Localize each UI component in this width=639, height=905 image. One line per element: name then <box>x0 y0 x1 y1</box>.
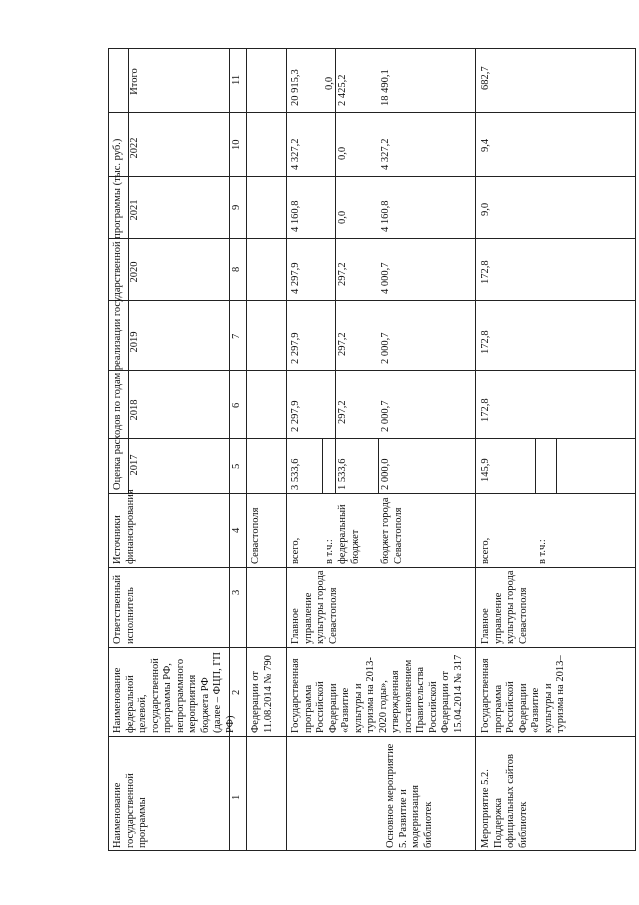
rule <box>108 736 636 737</box>
r2-city-2021: 4 160,8 <box>380 200 391 232</box>
col-num-11: 11 <box>231 74 242 85</box>
r2-total-sum: 20 915,3 <box>290 69 301 106</box>
header-responsible: Ответственный исполнитель <box>112 574 136 644</box>
row1-fed-program: Федерации от 11.08.2014 № 790 <box>250 655 274 733</box>
col-num-2: 2 <box>231 689 242 695</box>
row2-source-incl: в т.ч.: <box>324 539 335 564</box>
row2-responsible: Главное управление культуры города Севастополя <box>290 570 339 644</box>
r2-fed-2019: 297,2 <box>337 332 348 356</box>
r3-total-2018: 172,8 <box>480 398 491 422</box>
r2-fed-2020: 297,2 <box>337 262 348 286</box>
rule <box>378 438 379 494</box>
r3-total-2022: 9,4 <box>480 138 491 152</box>
r3-total-2017: 145,9 <box>480 458 491 482</box>
rule <box>108 238 636 239</box>
header-year-2017: 2017 <box>129 454 140 476</box>
rule <box>108 112 636 113</box>
r3-total-2019: 172,8 <box>480 330 491 354</box>
r2-total-2022: 4 327,2 <box>290 138 301 170</box>
col-num-1: 1 <box>231 794 242 800</box>
rule <box>475 48 476 850</box>
rule <box>335 48 336 494</box>
rule <box>286 48 287 850</box>
header-year-2022: 2022 <box>129 137 140 159</box>
col-num-4: 4 <box>231 527 242 533</box>
rule <box>322 438 323 494</box>
r2-total-2020: 4 297,9 <box>290 262 301 294</box>
row2-source-city: бюджет города Севастополя <box>380 497 404 564</box>
row1-source: Севастополя <box>250 507 261 564</box>
row3-responsible: Главное управление культуры города Севастополя <box>480 570 529 644</box>
rule <box>108 370 636 371</box>
rule <box>535 438 536 494</box>
r2-total-2021: 4 160,8 <box>290 200 301 232</box>
header-year-2019: 2019 <box>129 331 140 353</box>
r2-city-2019: 2 000,7 <box>380 332 391 364</box>
rule <box>108 48 636 49</box>
r2-fed-2018: 297,2 <box>337 400 348 424</box>
r2-fed-sum: 2 425,2 <box>337 74 348 106</box>
row2-fed-program: Государственная программа Российской Федерации «Развитие культуры и туризма на 2013-2020 годы», утвержденная постановлением Правительства Российской Федерации от 15.04.2014 № 317 <box>290 654 464 733</box>
header-total: Итого <box>129 68 140 95</box>
col-num-5: 5 <box>231 463 242 469</box>
row2-source-fed: федеральный бюджет <box>337 504 361 564</box>
r3-total-sum: 682,7 <box>480 66 491 90</box>
r2-city-sum: 18 490,1 <box>380 69 391 106</box>
row2-program: Основное мероприятие 5. Развитие и модернизация библиотек <box>385 743 434 848</box>
header-program-name: Наименование государственной программы <box>112 773 148 848</box>
rule <box>246 48 247 850</box>
header-year-2018: 2018 <box>129 399 140 421</box>
r2-incl-sum: 0,0 <box>324 76 335 90</box>
row3-source-incl: в т.ч.: <box>537 539 548 564</box>
rule <box>556 438 557 494</box>
header-year-2020: 2020 <box>129 261 140 283</box>
row3-program: Мероприятие 5.2. Поддержка официальных сайтов библиотек <box>480 754 529 848</box>
r2-city-2017: 2 000,0 <box>380 458 391 490</box>
header-year-2021: 2021 <box>129 199 140 221</box>
header-estimate: Оценка расходов по годам реализации государственной программы (тыс. руб.) <box>112 138 123 490</box>
r2-fed-2022: 0,0 <box>337 146 348 160</box>
rule <box>635 48 636 850</box>
col-num-3: 3 <box>231 589 242 595</box>
r2-city-2018: 2 000,7 <box>380 400 391 432</box>
col-num-9: 9 <box>231 204 242 210</box>
r3-total-2020: 172,8 <box>480 260 491 284</box>
col-num-8: 8 <box>231 266 242 272</box>
r2-total-2017: 3 533,6 <box>290 458 301 490</box>
r2-fed-2021: 0,0 <box>337 210 348 224</box>
row2-source-total: всего, <box>290 537 301 564</box>
rule <box>108 48 109 850</box>
r2-total-2018: 2 297,9 <box>290 400 301 432</box>
col-num-7: 7 <box>231 333 242 339</box>
r2-city-2022: 4 327,2 <box>380 138 391 170</box>
rule <box>108 300 636 301</box>
header-sources: Источники финансирования <box>112 489 136 564</box>
header-fed-program: Наименование федеральной целевой, государственной программы РФ, непрограммного мероприятия бюджета РФ (далее – ФЦП, ГП РФ) <box>112 651 236 733</box>
row3-source-total: всего, <box>480 537 491 564</box>
r2-fed-2017: 1 533,6 <box>337 458 348 490</box>
r2-total-2019: 2 297,9 <box>290 332 301 364</box>
rule <box>108 176 636 177</box>
rule <box>108 567 636 568</box>
r2-city-2020: 4 000,7 <box>380 262 391 294</box>
col-num-6: 6 <box>231 402 242 408</box>
r3-total-2021: 9,0 <box>480 202 491 216</box>
rule <box>108 850 636 851</box>
col-num-10: 10 <box>231 139 242 150</box>
row3-fed-program: Государственная программа Российской Федерации «Развитие культуры и туризма на 2013– <box>480 655 566 733</box>
